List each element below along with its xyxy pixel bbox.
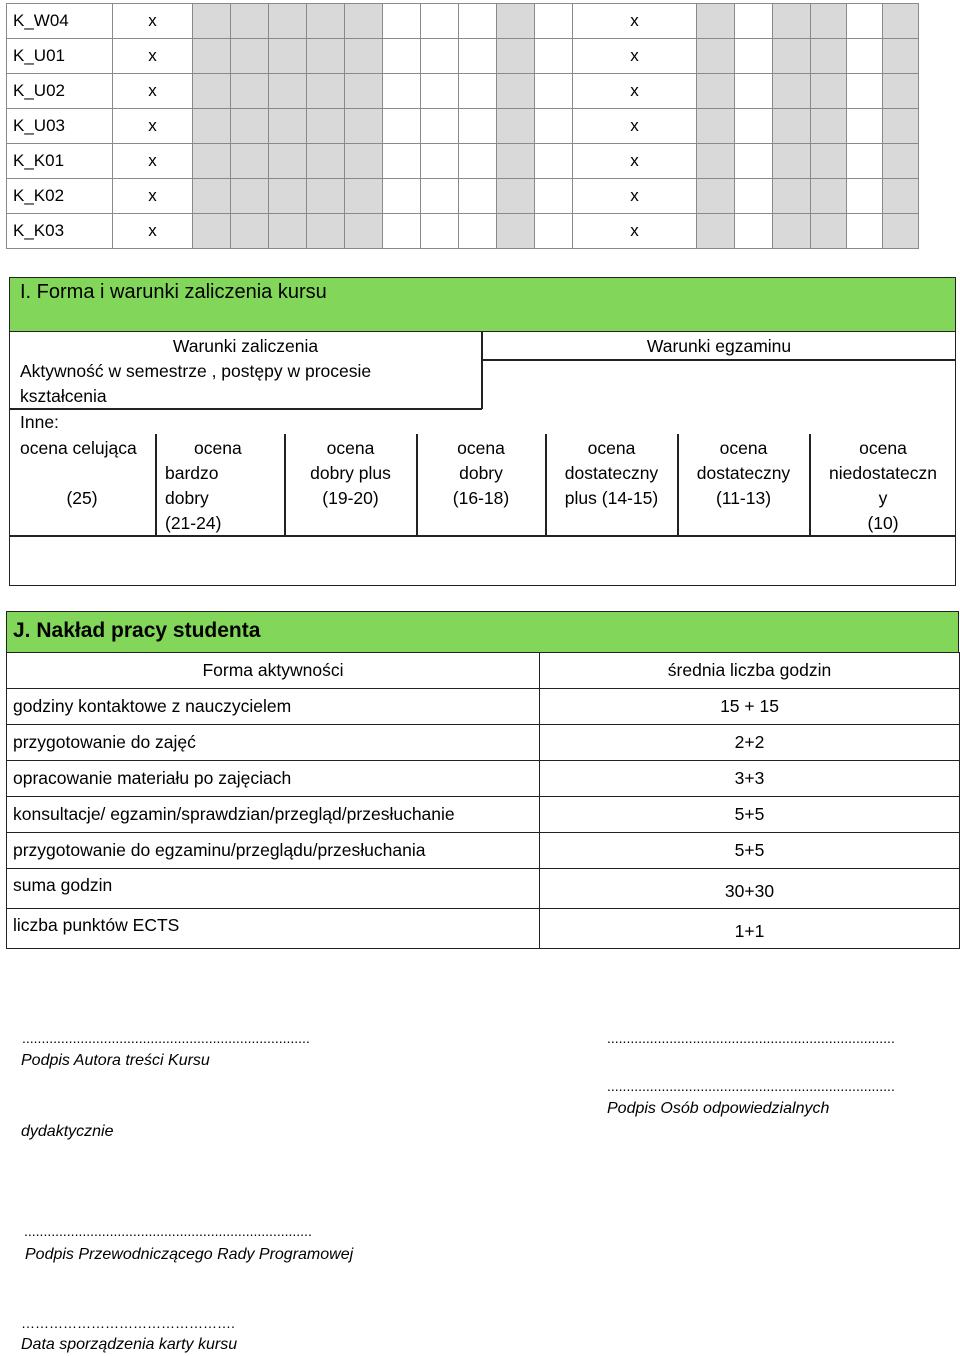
matrix-cell: [697, 214, 735, 249]
grade-line: dobry plus: [310, 463, 391, 483]
matrix-cell: [269, 109, 307, 144]
matrix-cell: [847, 144, 883, 179]
matrix-cell: [193, 74, 231, 109]
grade-line: dostateczny: [564, 463, 659, 483]
table-row: [7, 869, 960, 909]
matrix-cell: [847, 4, 883, 39]
matrix-cell: [269, 144, 307, 179]
author-signature-label: Podpis Autora treści Kursu: [21, 1052, 210, 1069]
table-row: [7, 725, 960, 761]
workload-table: [6, 652, 960, 949]
matrix-cell: [773, 74, 811, 109]
matrix-cell: [497, 39, 535, 74]
matrix-cell: [269, 214, 307, 249]
matrix-cell: [307, 74, 345, 109]
matrix-cell: [735, 109, 773, 144]
responsible-dots-1: ..........................................................................: [607, 1030, 895, 1046]
matrix-cell: [345, 4, 383, 39]
section-j-title: J. Nakład pracy studenta: [13, 619, 261, 642]
grade-line: ocena: [326, 438, 375, 458]
matrix-cell: [735, 144, 773, 179]
responsible-signature-label: Podpis Osób odpowiedzialnych: [607, 1100, 830, 1117]
matrix-cell: [345, 179, 383, 214]
matrix-cell: [811, 179, 847, 214]
matrix-cell: [421, 144, 459, 179]
matrix-cell: [811, 4, 847, 39]
mark-cell: x: [573, 74, 697, 109]
matrix-cell: [773, 179, 811, 214]
matrix-cell: [847, 39, 883, 74]
date-label: Data sporządzenia karty kursu: [21, 1336, 238, 1353]
matrix-cell: [697, 109, 735, 144]
matrix-cell: [773, 144, 811, 179]
grade-line: (25): [66, 488, 98, 508]
outcome-code: K_U02: [7, 74, 113, 109]
table-row: [7, 761, 960, 797]
matrix-cell: [883, 74, 919, 109]
grade-line: dobry: [165, 488, 209, 508]
col-activity-header: Forma aktywności: [7, 653, 540, 689]
outcome-code: K_U03: [7, 109, 113, 144]
matrix-cell: [535, 179, 573, 214]
matrix-cell: [697, 74, 735, 109]
aktywnosc-line: kształcenia: [20, 386, 107, 406]
matrix-cell: [883, 179, 919, 214]
matrix-cell: [735, 179, 773, 214]
matrix-cell: [497, 144, 535, 179]
activity-cell: suma godzin: [7, 869, 540, 909]
matrix-cell: [345, 74, 383, 109]
matrix-cell: [231, 109, 269, 144]
inne-label: Inne:: [20, 412, 59, 432]
matrix-cell: [883, 214, 919, 249]
matrix-cell: [459, 144, 497, 179]
matrix-cell: [345, 214, 383, 249]
matrix-cell: [383, 4, 421, 39]
grade-line: (11-13): [715, 488, 772, 508]
matrix-cell: [269, 39, 307, 74]
activity-cell: przygotowanie do zajęć: [7, 725, 540, 761]
matrix-cell: [459, 214, 497, 249]
matrix-cell: [459, 74, 497, 109]
hours-cell: 5+5: [540, 797, 960, 833]
matrix-cell: [535, 109, 573, 144]
grade-dostateczny: [678, 436, 809, 511]
matrix-cell: [345, 109, 383, 144]
matrix-cell: [535, 4, 573, 39]
matrix-cell: [535, 144, 573, 179]
matrix-cell: [307, 39, 345, 74]
divider: [155, 434, 157, 536]
hours-cell: 1+1: [540, 909, 960, 949]
matrix-cell: [383, 74, 421, 109]
matrix-cell: [269, 179, 307, 214]
matrix-cell: [421, 109, 459, 144]
matrix-cell: [193, 179, 231, 214]
matrix-cell: [193, 109, 231, 144]
matrix-cell: [847, 179, 883, 214]
matrix-cell: [193, 39, 231, 74]
matrix-cell: [383, 214, 421, 249]
matrix-cell: [421, 4, 459, 39]
matrix-cell: [269, 74, 307, 109]
mark-cell: x: [113, 144, 193, 179]
matrix-cell: [383, 179, 421, 214]
matrix-cell: [459, 4, 497, 39]
matrix-cell: [307, 179, 345, 214]
matrix-cell: [231, 179, 269, 214]
matrix-cell: [811, 74, 847, 109]
grade-line: ocena: [194, 438, 242, 458]
matrix-cell: [735, 39, 773, 74]
matrix-cell: [773, 39, 811, 74]
mark-cell: x: [113, 214, 193, 249]
matrix-cell: [383, 39, 421, 74]
author-dots: ..........................................................................: [22, 1030, 310, 1046]
matrix-cell: [811, 214, 847, 249]
grade-line: ocena: [859, 438, 907, 458]
matrix-cell: [773, 109, 811, 144]
matrix-cell: [345, 39, 383, 74]
grade-line: dobry: [459, 463, 503, 483]
matrix-cell: [231, 214, 269, 249]
table-header-row: [7, 653, 960, 689]
mark-cell: x: [113, 179, 193, 214]
grade-bardzo-dobry: [165, 436, 280, 536]
mark-cell: x: [113, 39, 193, 74]
grade-line: (16-18): [452, 488, 510, 508]
chair-signature-label: Podpis Przewodniczącego Rady Programowej: [25, 1246, 354, 1263]
matrix-cell: [383, 144, 421, 179]
matrix-cell: [773, 214, 811, 249]
outcome-code: K_K02: [7, 179, 113, 214]
section-i-title: I. Forma i warunki zaliczenia kursu: [20, 281, 327, 303]
warunki-zaliczenia-label: Warunki zaliczenia: [172, 336, 319, 356]
hours-cell: 30+30: [540, 869, 960, 909]
mark-cell: x: [573, 214, 697, 249]
matrix-cell: [497, 179, 535, 214]
divider: [481, 359, 956, 361]
matrix-row: [7, 214, 919, 249]
matrix-cell: [697, 144, 735, 179]
matrix-cell: [811, 144, 847, 179]
table-row: [7, 797, 960, 833]
matrix-cell: [307, 214, 345, 249]
matrix-cell: [497, 4, 535, 39]
matrix-cell: [773, 4, 811, 39]
matrix-cell: [497, 74, 535, 109]
matrix-cell: [459, 39, 497, 74]
grade-dobry: [417, 436, 545, 511]
hours-cell: 15 + 15: [540, 689, 960, 725]
matrix-cell: [497, 214, 535, 249]
outcome-code: K_U01: [7, 39, 113, 74]
table-row: [7, 689, 960, 725]
learning-outcomes-matrix: [6, 3, 919, 249]
matrix-cell: [883, 109, 919, 144]
mark-cell: x: [573, 39, 697, 74]
matrix-cell: [459, 179, 497, 214]
matrix-cell: [421, 74, 459, 109]
grade-dostateczny-plus: [546, 436, 677, 511]
matrix-cell: [231, 4, 269, 39]
matrix-cell: [193, 4, 231, 39]
matrix-row: [7, 74, 919, 109]
grade-line: ocena: [457, 438, 505, 458]
matrix-cell: [883, 144, 919, 179]
grade-line: plus (14-15): [564, 488, 659, 508]
grade-line: (10): [867, 513, 899, 533]
table-row: [7, 833, 960, 869]
matrix-cell: [535, 214, 573, 249]
matrix-row: [7, 179, 919, 214]
matrix-cell: [811, 109, 847, 144]
activity-cell: opracowanie materiału po zajęciach: [7, 761, 540, 797]
grade-line: ocena: [719, 438, 768, 458]
warunki-egzaminu-label: Warunki egzaminu: [646, 336, 792, 356]
matrix-cell: [735, 4, 773, 39]
activity-cell: konsultacje/ egzamin/sprawdzian/przegląd/przesłuchanie: [7, 797, 540, 833]
matrix-cell: [307, 144, 345, 179]
grade-line: ocena: [587, 438, 636, 458]
matrix-cell: [811, 39, 847, 74]
matrix-cell: [883, 39, 919, 74]
matrix-cell: [847, 214, 883, 249]
matrix-row: [7, 144, 919, 179]
matrix-cell: [459, 109, 497, 144]
matrix-cell: [535, 74, 573, 109]
matrix-row: [7, 4, 919, 39]
grade-line: dostateczny: [696, 463, 791, 483]
hours-cell: 5+5: [540, 833, 960, 869]
col-hours-header: średnia liczba godzin: [540, 653, 960, 689]
chair-dots: ..........................................................................: [24, 1223, 312, 1239]
responsible-dots-2: ..........................................................................: [607, 1078, 895, 1094]
matrix-cell: [307, 109, 345, 144]
matrix-cell: [535, 39, 573, 74]
matrix-row: [7, 109, 919, 144]
outcome-code: K_K01: [7, 144, 113, 179]
matrix-cell: [231, 74, 269, 109]
matrix-cell: [735, 214, 773, 249]
grade-celujaca: [20, 436, 152, 511]
matrix-cell: [697, 4, 735, 39]
matrix-cell: [883, 4, 919, 39]
matrix-cell: [735, 74, 773, 109]
matrix-cell: [421, 179, 459, 214]
matrix-cell: [193, 214, 231, 249]
grade-line: (19-20): [322, 488, 379, 508]
grade-dobry-plus: [285, 436, 416, 511]
hours-cell: 2+2: [540, 725, 960, 761]
date-dots: ……………………………………….: [21, 1315, 235, 1331]
outcome-code: K_W04: [7, 4, 113, 39]
grade-line: (21-24): [165, 513, 222, 533]
matrix-cell: [697, 179, 735, 214]
mark-cell: x: [573, 4, 697, 39]
matrix-cell: [497, 109, 535, 144]
matrix-cell: [307, 4, 345, 39]
grade-line: niedostateczn: [829, 463, 937, 483]
activity-cell: godziny kontaktowe z nauczycielem: [7, 689, 540, 725]
grade-line: y: [878, 488, 888, 508]
matrix-cell: [697, 39, 735, 74]
grade-line: bardzo: [165, 463, 219, 483]
matrix-cell: [193, 144, 231, 179]
outcome-code: K_K03: [7, 214, 113, 249]
activity-cell: przygotowanie do egzaminu/przeglądu/przesłuchania: [7, 833, 540, 869]
table-row: [7, 909, 960, 949]
matrix-cell: [847, 109, 883, 144]
mark-cell: x: [573, 144, 697, 179]
hours-cell: 3+3: [540, 761, 960, 797]
aktywnosc-text: [20, 359, 480, 409]
grade-line: ocena celująca: [20, 438, 137, 458]
author-signature-label-2: dydaktycznie: [21, 1123, 114, 1140]
matrix-cell: [847, 74, 883, 109]
matrix-cell: [231, 144, 269, 179]
matrix-cell: [231, 39, 269, 74]
matrix-row: [7, 39, 919, 74]
matrix-cell: [269, 4, 307, 39]
mark-cell: x: [573, 109, 697, 144]
matrix-cell: [383, 109, 421, 144]
mark-cell: x: [573, 179, 697, 214]
mark-cell: x: [113, 109, 193, 144]
matrix-cell: [421, 214, 459, 249]
matrix-cell: [421, 39, 459, 74]
mark-cell: x: [113, 4, 193, 39]
matrix-cell: [345, 144, 383, 179]
aktywnosc-line: Aktywność w semestrze , postępy w procesie: [20, 361, 372, 381]
mark-cell: x: [113, 74, 193, 109]
grade-niedostateczny: [810, 436, 956, 536]
activity-cell: liczba punktów ECTS: [7, 909, 540, 949]
